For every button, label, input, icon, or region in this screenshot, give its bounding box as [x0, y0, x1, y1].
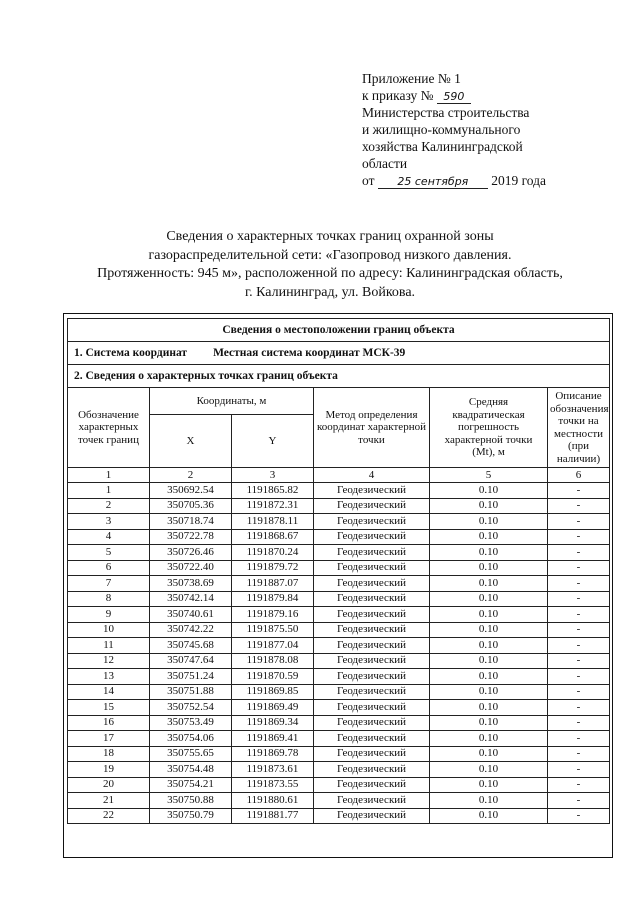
coordinate-system-value: Местная система координат МСК-39	[213, 346, 406, 359]
cell-error: 0.10	[430, 560, 548, 576]
table-row	[68, 514, 610, 530]
cell-y: 1191873.55	[232, 777, 314, 793]
cell-description: -	[548, 700, 610, 716]
date-handwritten: 25 сентября	[378, 175, 488, 189]
col-number: 6	[548, 468, 610, 483]
date-line	[362, 172, 632, 189]
cell-x: 350752.54	[150, 700, 232, 716]
points-section-label: 2. Сведения о характерных точках границ объекта	[68, 365, 610, 388]
cell-error: 0.10	[430, 607, 548, 623]
cell-error: 0.10	[430, 715, 548, 731]
cell-y: 1191869.78	[232, 746, 314, 762]
col-header-description: Описание обозначения точки на местности (при наличии)	[548, 388, 610, 468]
col-header-error: Средняя квадратическая погрешность характерной точки (Mt), м	[430, 388, 548, 468]
coordinate-system-label: 1. Система координат	[74, 346, 188, 359]
cell-method: Геодезический	[314, 607, 430, 623]
cell-method: Геодезический	[314, 653, 430, 669]
cell-description: -	[548, 793, 610, 809]
cell-method: Геодезический	[314, 700, 430, 716]
cell-method: Геодезический	[314, 793, 430, 809]
cell-point: 5	[68, 545, 150, 561]
cell-y: 1191879.16	[232, 607, 314, 623]
col-header-coords: Координаты, м	[150, 388, 314, 415]
cell-x: 350751.24	[150, 669, 232, 685]
cell-y: 1191877.04	[232, 638, 314, 654]
cell-point: 18	[68, 746, 150, 762]
cell-description: -	[548, 808, 610, 824]
cell-error: 0.10	[430, 793, 548, 809]
cell-method: Геодезический	[314, 638, 430, 654]
cell-x: 350692.54	[150, 483, 232, 499]
cell-x: 350753.49	[150, 715, 232, 731]
date-prefix: от	[362, 173, 375, 188]
order-line	[362, 87, 632, 104]
cell-x: 350755.65	[150, 746, 232, 762]
cell-method: Геодезический	[314, 514, 430, 530]
cell-error: 0.10	[430, 762, 548, 778]
title-line-3: Протяженность: 945 м», расположенной по адресу: Калининградская область,	[97, 266, 563, 281]
cell-point: 9	[68, 607, 150, 623]
cell-x: 350754.48	[150, 762, 232, 778]
cell-description: -	[548, 622, 610, 638]
cell-description: -	[548, 762, 610, 778]
cell-description: -	[548, 684, 610, 700]
cell-error: 0.10	[430, 576, 548, 592]
cell-x: 350738.69	[150, 576, 232, 592]
cell-error: 0.10	[430, 483, 548, 499]
cell-point: 22	[68, 808, 150, 824]
cell-point: 10	[68, 622, 150, 638]
cell-method: Геодезический	[314, 591, 430, 607]
cell-description: -	[548, 498, 610, 514]
table-row	[68, 762, 610, 778]
cell-description: -	[548, 731, 610, 747]
cell-error: 0.10	[430, 808, 548, 824]
cell-description: -	[548, 483, 610, 499]
cell-point: 1	[68, 483, 150, 499]
cell-description: -	[548, 529, 610, 545]
cell-point: 13	[68, 669, 150, 685]
cell-method: Геодезический	[314, 777, 430, 793]
cell-description: -	[548, 669, 610, 685]
cell-point: 4	[68, 529, 150, 545]
cell-error: 0.10	[430, 777, 548, 793]
cell-point: 2	[68, 498, 150, 514]
col-header-x: X	[150, 415, 232, 468]
col-header-y: Y	[232, 415, 314, 468]
cell-method: Геодезический	[314, 576, 430, 592]
table-row	[68, 700, 610, 716]
ministry-line-2: и жилищно-коммунального	[362, 122, 521, 137]
cell-x: 350740.61	[150, 607, 232, 623]
cell-x: 350750.79	[150, 808, 232, 824]
table-row	[68, 793, 610, 809]
cell-point: 14	[68, 684, 150, 700]
cell-error: 0.10	[430, 591, 548, 607]
cell-point: 17	[68, 731, 150, 747]
cell-method: Геодезический	[314, 545, 430, 561]
cell-y: 1191870.59	[232, 669, 314, 685]
cell-y: 1191869.41	[232, 731, 314, 747]
cell-description: -	[548, 576, 610, 592]
cell-description: -	[548, 560, 610, 576]
cell-y: 1191878.11	[232, 514, 314, 530]
cell-error: 0.10	[430, 622, 548, 638]
ministry-line-3: хозяйства Калининградской	[362, 139, 523, 154]
coordinates-table	[67, 318, 610, 824]
cell-x: 350751.88	[150, 684, 232, 700]
cell-y: 1191869.49	[232, 700, 314, 716]
cell-error: 0.10	[430, 684, 548, 700]
cell-x: 350742.14	[150, 591, 232, 607]
cell-error: 0.10	[430, 700, 548, 716]
cell-method: Геодезический	[314, 483, 430, 499]
cell-method: Геодезический	[314, 560, 430, 576]
cell-y: 1191868.67	[232, 529, 314, 545]
cell-description: -	[548, 777, 610, 793]
title-line-1: Сведения о характерных точках границ охранной зоны	[166, 229, 494, 244]
cell-point: 12	[68, 653, 150, 669]
cell-x: 350754.21	[150, 777, 232, 793]
cell-x: 350754.06	[150, 731, 232, 747]
col-number: 1	[68, 468, 150, 483]
cell-method: Геодезический	[314, 684, 430, 700]
table-row	[68, 483, 610, 499]
order-number-handwritten: 590	[437, 90, 471, 104]
cell-point: 19	[68, 762, 150, 778]
points-section-row	[68, 365, 610, 388]
col-number: 3	[232, 468, 314, 483]
cell-error: 0.10	[430, 638, 548, 654]
table-row	[68, 731, 610, 747]
cell-y: 1191880.61	[232, 793, 314, 809]
cell-y: 1191879.72	[232, 560, 314, 576]
cell-y: 1191872.31	[232, 498, 314, 514]
cell-x: 350722.40	[150, 560, 232, 576]
table-row	[68, 576, 610, 592]
table-row	[68, 638, 610, 654]
cell-point: 6	[68, 560, 150, 576]
cell-x: 350718.74	[150, 514, 232, 530]
cell-y: 1191878.08	[232, 653, 314, 669]
cell-point: 3	[68, 514, 150, 530]
cell-error: 0.10	[430, 529, 548, 545]
cell-y: 1191875.50	[232, 622, 314, 638]
title-line-4: г. Калининград, ул. Войкова.	[244, 284, 416, 300]
cell-y: 1191873.61	[232, 762, 314, 778]
cell-y: 1191870.24	[232, 545, 314, 561]
title-line-2: газораспределительной сети: «Газопровод низкого давления.	[148, 247, 512, 263]
cell-method: Геодезический	[314, 529, 430, 545]
cell-y: 1191869.85	[232, 684, 314, 700]
col-header-point: Обозначение характерных точек границ	[68, 388, 150, 468]
cell-method: Геодезический	[314, 498, 430, 514]
cell-description: -	[548, 607, 610, 623]
cell-y: 1191887.07	[232, 576, 314, 592]
cell-description: -	[548, 545, 610, 561]
appendix-title: Приложение № 1	[362, 71, 461, 86]
table-row	[68, 560, 610, 576]
cell-x: 350742.22	[150, 622, 232, 638]
table-row	[68, 777, 610, 793]
cell-point: 11	[68, 638, 150, 654]
col-number: 5	[430, 468, 548, 483]
cell-method: Геодезический	[314, 808, 430, 824]
cell-error: 0.10	[430, 514, 548, 530]
cell-point: 21	[68, 793, 150, 809]
cell-x: 350747.64	[150, 653, 232, 669]
column-number-row	[68, 468, 610, 483]
cell-x: 350726.46	[150, 545, 232, 561]
cell-description: -	[548, 514, 610, 530]
cell-description: -	[548, 653, 610, 669]
cell-point: 8	[68, 591, 150, 607]
appendix-block	[362, 70, 632, 189]
col-number: 4	[314, 468, 430, 483]
col-header-method: Метод определения координат характерной точки	[314, 388, 430, 468]
column-header-row-1	[68, 388, 610, 415]
cell-x: 350750.88	[150, 793, 232, 809]
cell-method: Геодезический	[314, 622, 430, 638]
table-row	[68, 591, 610, 607]
ministry-line-1: Министерства строительства	[362, 105, 530, 120]
cell-error: 0.10	[430, 653, 548, 669]
ministry-line-4: области	[362, 156, 408, 171]
table-row	[68, 808, 610, 824]
cell-error: 0.10	[430, 669, 548, 685]
cell-method: Геодезический	[314, 746, 430, 762]
table-header-row	[68, 319, 610, 342]
table-row	[68, 622, 610, 638]
cell-y: 1191865.82	[232, 483, 314, 499]
cell-x: 350705.36	[150, 498, 232, 514]
cell-error: 0.10	[430, 746, 548, 762]
table-row	[68, 669, 610, 685]
date-suffix: 2019 года	[491, 173, 547, 188]
order-prefix: к приказу №	[362, 88, 434, 103]
cell-method: Геодезический	[314, 715, 430, 731]
cell-y: 1191881.77	[232, 808, 314, 824]
cell-error: 0.10	[430, 545, 548, 561]
cell-x: 350745.68	[150, 638, 232, 654]
document-title	[60, 228, 600, 302]
col-number: 2	[150, 468, 232, 483]
cell-x: 350722.78	[150, 529, 232, 545]
cell-point: 16	[68, 715, 150, 731]
table-row	[68, 545, 610, 561]
table-row	[68, 746, 610, 762]
cell-error: 0.10	[430, 731, 548, 747]
cell-error: 0.10	[430, 498, 548, 514]
cell-method: Геодезический	[314, 669, 430, 685]
cell-description: -	[548, 715, 610, 731]
table-row	[68, 529, 610, 545]
table-row	[68, 715, 610, 731]
coordinate-system-row	[68, 342, 610, 365]
cell-method: Геодезический	[314, 762, 430, 778]
table-row	[68, 607, 610, 623]
table-main-header: Сведения о местоположении границ объекта	[68, 319, 610, 342]
table-row	[68, 653, 610, 669]
table-row	[68, 498, 610, 514]
cell-point: 15	[68, 700, 150, 716]
cell-method: Геодезический	[314, 731, 430, 747]
cell-y: 1191879.84	[232, 591, 314, 607]
cell-description: -	[548, 591, 610, 607]
cell-point: 20	[68, 777, 150, 793]
cell-point: 7	[68, 576, 150, 592]
cell-description: -	[548, 638, 610, 654]
table-row	[68, 684, 610, 700]
coordinate-system-cell	[68, 342, 610, 365]
cell-description: -	[548, 746, 610, 762]
cell-y: 1191869.34	[232, 715, 314, 731]
